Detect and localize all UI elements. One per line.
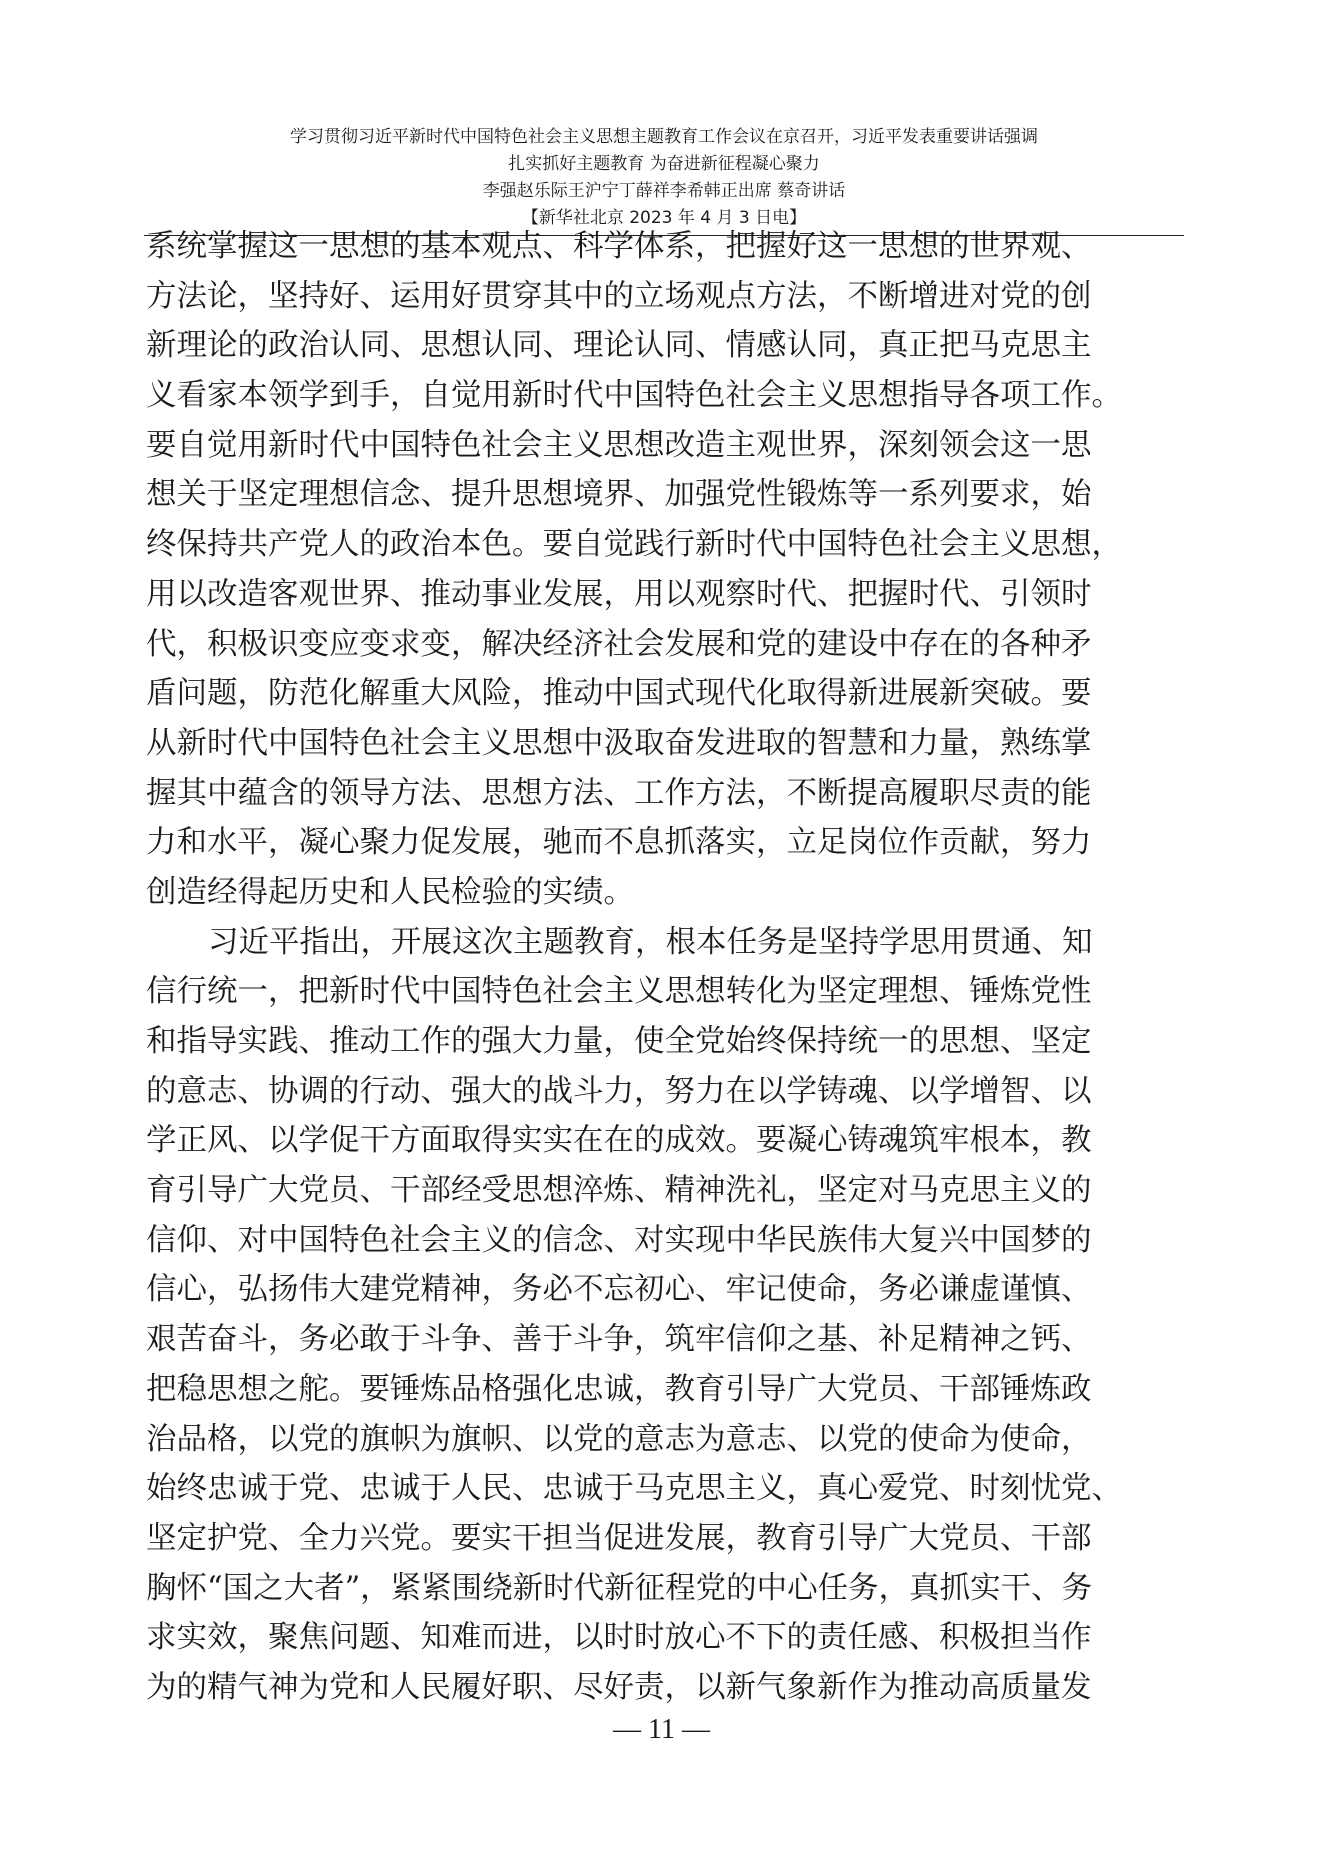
text-line: 想关于坚定理想信念、提升思想境界、加强党性锻炼等一系列要求，始 — [146, 477, 1092, 513]
header-title-line: 学习贯彻习近平新时代中国特色社会主义思想主题教育工作会议在京召开，习近平发表重要讲话强调 — [290, 127, 1038, 147]
header-dateline: 【新华社北京 2023 年 4 月 3 日电】 — [521, 208, 807, 228]
text-line: 义看家本领学到手，自觉用新时代中国特色社会主义思想指导各项工作。 — [146, 378, 1122, 414]
header-subtitle-line: 扎实抓好主题教育 为奋进新征程凝心聚力 — [508, 154, 820, 174]
text-line: 终保持共产党人的政治本色。要自觉践行新时代中国特色社会主义思想， — [146, 527, 1122, 563]
text-line: 治品格，以党的旗帜为旗帜、以党的意志为意志、以党的使命为使命， — [146, 1421, 1092, 1457]
text-line: 信仰、对中国特色社会主义的信念、对实现中华民族伟大复兴中国梦的 — [146, 1222, 1092, 1258]
text-line: 始终忠诚于党、忠诚于人民、忠诚于马克思主义，真心爱党、时刻忧党、 — [146, 1471, 1122, 1507]
text-line: 握其中蕴含的领导方法、思想方法、工作方法，不断提高履职尽责的能 — [146, 775, 1092, 811]
text-line: 信心，弘扬伟大建党精神，务必不忘初心、牢记使命，务必谦虚谨慎、 — [146, 1272, 1092, 1308]
running-header — [144, 124, 1184, 232]
text-line: 盾问题，防范化解重大风险，推动中国式现代化取得新进展新突破。要 — [146, 676, 1092, 712]
text-line: 的意志、协调的行动、强大的战斗力，努力在以学铸魂、以学增智、以 — [146, 1073, 1092, 1109]
text-line: 把稳思想之舵。要锤炼品格强化忠诚，教育引导广大党员、干部锤炼政 — [146, 1371, 1092, 1407]
text-line: 用以改造客观世界、推动事业发展，用以观察时代、把握时代、引领时 — [146, 576, 1092, 612]
text-line: 新理论的政治认同、思想认同、理论认同、情感认同，真正把马克思主 — [146, 328, 1092, 364]
paragraph-first-line: 习近平指出，开展这次主题教育，根本任务是坚持学思用贯通、知 — [208, 924, 1093, 960]
text-line: 代，积极识变应变求变，解决经济社会发展和党的建设中存在的各种矛 — [146, 626, 1092, 662]
text-line: 创造经得起历史和人民检验的实绩。 — [146, 874, 634, 910]
text-line: 艰苦奋斗，务必敢于斗争、善于斗争，筑牢信仰之基、补足精神之钙、 — [146, 1322, 1092, 1358]
text-line: 坚定护党、全力兴党。要实干担当促进发展，教育引导广大党员、干部 — [146, 1520, 1092, 1556]
header-attendees-line: 李强赵乐际王沪宁丁薛祥李希韩正出席 蔡奇讲话 — [482, 181, 846, 201]
text-line: 为的精气神为党和人民履好职、尽好责，以新气象新作为推动高质量发 — [146, 1669, 1092, 1705]
text-line: 信行统一，把新时代中国特色社会主义思想转化为坚定理想、锤炼党性 — [146, 974, 1092, 1010]
text-line: 学正风、以学促干方面取得实实在在的成效。要凝心铸魂筑牢根本，教 — [146, 1123, 1092, 1159]
text-line: 育引导广大党员、干部经受思想淬炼、精神洗礼，坚定对马克思主义的 — [146, 1173, 1092, 1209]
text-line: 和指导实践、推动工作的强大力量，使全党始终保持统一的思想、坚定 — [146, 1024, 1092, 1059]
text-line: 从新时代中国特色社会主义思想中汲取奋发进取的智慧和力量，熟练掌 — [146, 725, 1092, 761]
article-body — [146, 222, 1196, 1713]
text-line: 求实效，聚焦问题、知难而进，以时时放心不下的责任感、积极担当作 — [146, 1620, 1092, 1656]
text-line: 力和水平，凝心聚力促发展，驰而不息抓落实，立足岗位作贡献，努力 — [146, 825, 1092, 861]
text-line: 胸怀“国之大者”，紧紧围绕新时代新征程党的中心任务，真抓实干、务 — [146, 1570, 1093, 1606]
text-line: 方法论，坚持好、运用好贯穿其中的立场观点方法，不断增进对党的创 — [146, 278, 1092, 314]
text-line: 系统掌握这一思想的基本观点、科学体系，把握好这一思想的世界观、 — [146, 229, 1092, 264]
page-number: — 11 — — [613, 1714, 710, 1745]
text-line: 要自觉用新时代中国特色社会主义思想改造主观世界，深刻领会这一思 — [146, 427, 1092, 463]
